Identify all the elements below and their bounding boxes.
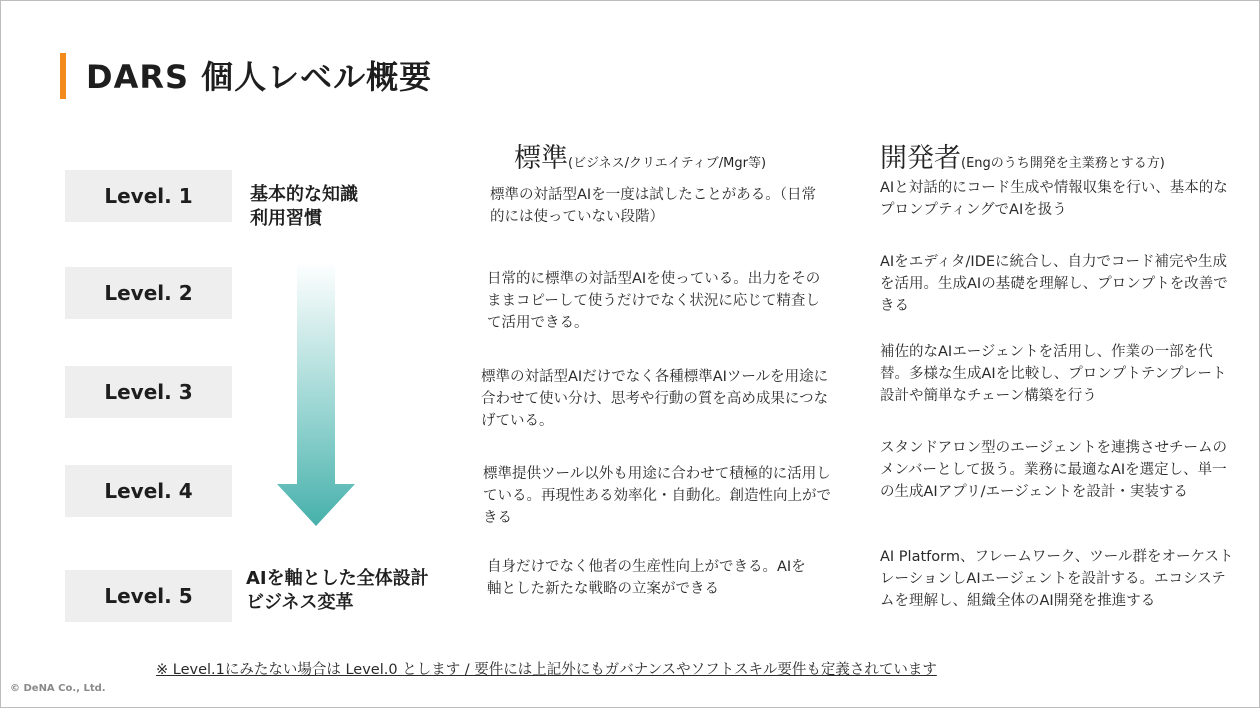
level-4-box: Level. 4: [65, 465, 232, 517]
column-header-standard: [514, 136, 766, 175]
level-2-box: Level. 2: [65, 267, 232, 319]
title-accent-bar: [60, 53, 66, 99]
column-header-developer: [880, 136, 1165, 175]
level-1-side-label: [250, 183, 358, 231]
side-label-line: ビジネス変革: [246, 592, 354, 613]
level-1-standard-text: 標準の対話型AIを一度は試したことがある。（日常的には使っていない段階）: [490, 187, 816, 225]
side-label-line: 利用習慣: [250, 208, 322, 229]
page-title: DARS 個人レベル概要: [86, 58, 433, 96]
level-1-developer-text: AIと対話的にコード生成や情報収集を行い、基本的なプロンプティングでAIを扱う: [880, 180, 1228, 218]
level-3-standard-text: 標準の対話型AIだけでなく各種標準AIツールを用途に合わせて使い分け、思考や行動の質を高め成果につなげている。: [481, 369, 829, 429]
copyright: © DeNA Co., Ltd.: [10, 683, 106, 694]
level-5-developer-text: AI Platform、フレームワーク、ツール群をオーケストレーションしAIエージェントを設計する。エコシステムを理解し、組織全体のAI開発を推進する: [880, 549, 1234, 609]
level-5-side-label: [246, 567, 429, 615]
side-label-line: AIを軸とした全体設計: [246, 568, 429, 589]
level-2-standard-text: 日常的に標準の対話型AIを使っている。出力をそのままコピーして使うだけでなく状況に応じて精査して活用できる。: [487, 271, 821, 331]
level-5-box: Level. 5: [65, 570, 232, 622]
level-4-standard-text: 標準提供ツール以外も用途に合わせて積極的に活用している。再現性ある効率化・自動化。創造性向上ができる: [483, 466, 831, 526]
progression-arrow-icon: [274, 262, 358, 530]
level-4-developer-text: スタンドアロン型のエージェントを連携させチームのメンバーとして扱う。業務に最適なAIを選定し、単一の生成AIアプリ/エージェントを設計・実装する: [880, 440, 1227, 500]
level-3-developer-text: 補佐的なAIエージェントを活用し、作業の一部を代替。多様な生成AIを比較し、プロンプトテンプレート設計や簡単なチェーン構築を行う: [880, 344, 1227, 404]
level-5-standard-text: 自身だけでなく他者の生産性向上ができる。AIを軸とした新たな戦略の立案ができる: [487, 559, 806, 597]
column-header-developer-sub: (Engのうち開発を主業務とする方): [961, 156, 1165, 171]
level-1-box: Level. 1: [65, 170, 232, 222]
side-label-line: 基本的な知識: [250, 184, 358, 205]
column-header-standard-sub: (ビジネス/クリエイティブ/Mgr等): [568, 156, 767, 171]
footnote: ※ Level.1にみたない場合は Level.0 とします / 要件には上記外にもガバナンスやソフトスキル要件も定義されています: [156, 662, 937, 678]
column-header-developer-main: 開発者: [880, 143, 961, 174]
level-3-box: Level. 3: [65, 366, 232, 418]
level-2-developer-text: AIをエディタ/IDEに統合し、自力でコード補完や生成を活用。生成AIの基礎を理解し、プロンプトを改善できる: [880, 254, 1228, 314]
column-header-standard-main: 標準: [514, 143, 568, 174]
